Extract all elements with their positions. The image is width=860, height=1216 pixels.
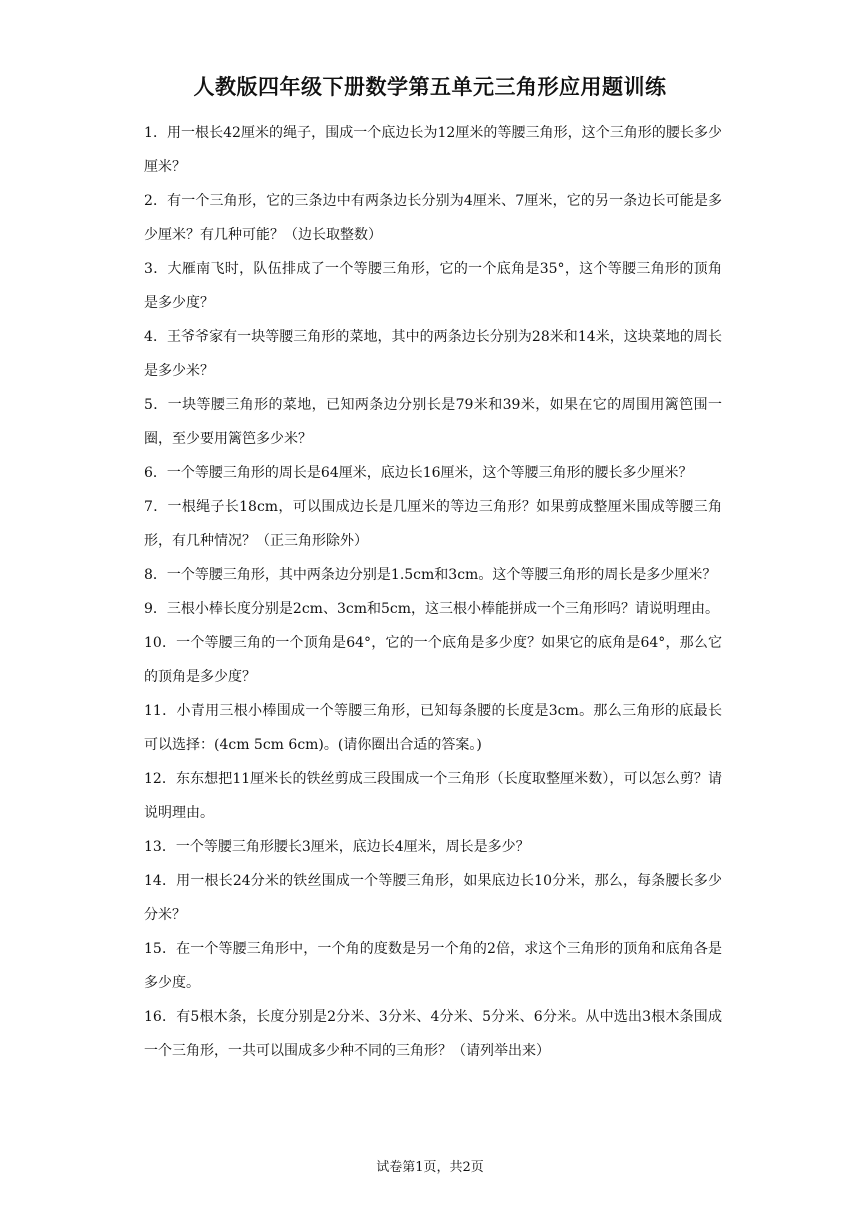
- question-14: [144, 864, 722, 932]
- question-number: 2．: [144, 193, 168, 209]
- question-text: 有一个三角形，它的三条边中有两条边长分别为4厘米、7厘米，它的另一条边长可能是多少厘米？有几种可能？（边长取整数）: [144, 193, 722, 243]
- question-text: 在一个等腰三角形中，一个角的度数是另一个角的2倍，求这个三角形的顶角和底角各是多少度。: [144, 941, 722, 991]
- question-number: 1．: [144, 125, 167, 141]
- question-text: 三根小棒长度分别是2cm、3cm和5cm，这三根小棒能拼成一个三角形吗？请说明理由。: [166, 601, 719, 617]
- question-number: 10．: [144, 635, 177, 651]
- question-text: 一块等腰三角形的菜地，已知两条边分别长是79米和39米，如果在它的周围用篱笆围一圈，至少要用篱笆多少米？: [144, 397, 722, 447]
- question-15: [144, 932, 722, 1000]
- question-text: 小青用三根小棒围成一个等腰三角形，已知每条腰的长度是3cm。那么三角形的底最长可以选择：(4cm 5cm 6cm)。(请你圈出合适的答案。): [144, 703, 722, 753]
- question-text: 王爷爷家有一块等腰三角形的菜地，其中的两条边长分别为28米和14米，这块菜地的周长是多少米？: [144, 329, 722, 379]
- page-footer: 试卷第1页，共2页: [376, 1160, 484, 1175]
- question-text: 大雁南飞时，队伍排成了一个等腰三角形，它的一个底角是35°，这个等腰三角形的顶角是多少度？: [144, 261, 722, 311]
- question-8: [144, 558, 722, 592]
- question-number: 15．: [144, 941, 177, 957]
- question-13: [144, 830, 722, 864]
- question-text: 用一根长42厘米的绳子，围成一个底边长为12厘米的等腰三角形，这个三角形的腰长多少厘米？: [144, 125, 722, 175]
- question-number: 6．: [144, 465, 167, 481]
- question-number: 13．: [144, 839, 176, 855]
- question-number: 14．: [144, 873, 177, 889]
- question-5: [144, 388, 722, 456]
- question-list: [144, 116, 722, 1068]
- question-3: [144, 252, 722, 320]
- question-number: 12．: [144, 771, 176, 787]
- question-10: [144, 626, 722, 694]
- question-11: [144, 694, 722, 762]
- question-1: [144, 116, 722, 184]
- question-text: 一根绳子长18cm，可以围成边长是几厘米的等边三角形？如果剪成整厘米围成等腰三角形，有几种情况？（正三角形除外）: [144, 499, 722, 549]
- question-text: 一个等腰三角形腰长3厘米，底边长4厘米，周长是多少？: [175, 839, 530, 855]
- question-text: 用一根长24分米的铁丝围成一个等腰三角形，如果底边长10分米，那么，每条腰长多少分米？: [144, 873, 722, 923]
- question-text: 一个等腰三角形的周长是64厘米，底边长16厘米，这个等腰三角形的腰长多少厘米？: [166, 465, 693, 481]
- question-number: 9．: [144, 601, 167, 617]
- question-number: 5．: [144, 397, 168, 413]
- question-number: 8．: [144, 567, 167, 583]
- question-number: 7．: [144, 499, 168, 515]
- question-2: [144, 184, 722, 252]
- document-title: 人教版四年级下册数学第五单元三角形应用题训练: [193, 75, 667, 99]
- question-number: 3．: [144, 261, 168, 277]
- question-number: 16．: [144, 1009, 177, 1025]
- question-16: [144, 1000, 722, 1068]
- question-4: [144, 320, 722, 388]
- question-number: 11．: [144, 703, 177, 719]
- question-7: [144, 490, 722, 558]
- question-text: 一个等腰三角的一个顶角是64°，它的一个底角是多少度？如果它的底角是64°，那么它的顶角是多少度？: [144, 635, 722, 685]
- question-number: 4．: [144, 329, 167, 345]
- question-6: [144, 456, 722, 490]
- question-9: [144, 592, 722, 626]
- question-12: [144, 762, 722, 830]
- question-text: 有5根木条，长度分别是2分米、3分米、4分米、5分米、6分米。从中选出3根木条围成一个三角形，一共可以围成多少种不同的三角形？（请列举出来）: [144, 1009, 722, 1059]
- question-text: 东东想把11厘米长的铁丝剪成三段围成一个三角形（长度取整厘米数），可以怎么剪？请说明理由。: [144, 771, 722, 821]
- question-text: 一个等腰三角形，其中两条边分别是1.5cm和3cm。这个等腰三角形的周长是多少厘米？: [166, 567, 717, 583]
